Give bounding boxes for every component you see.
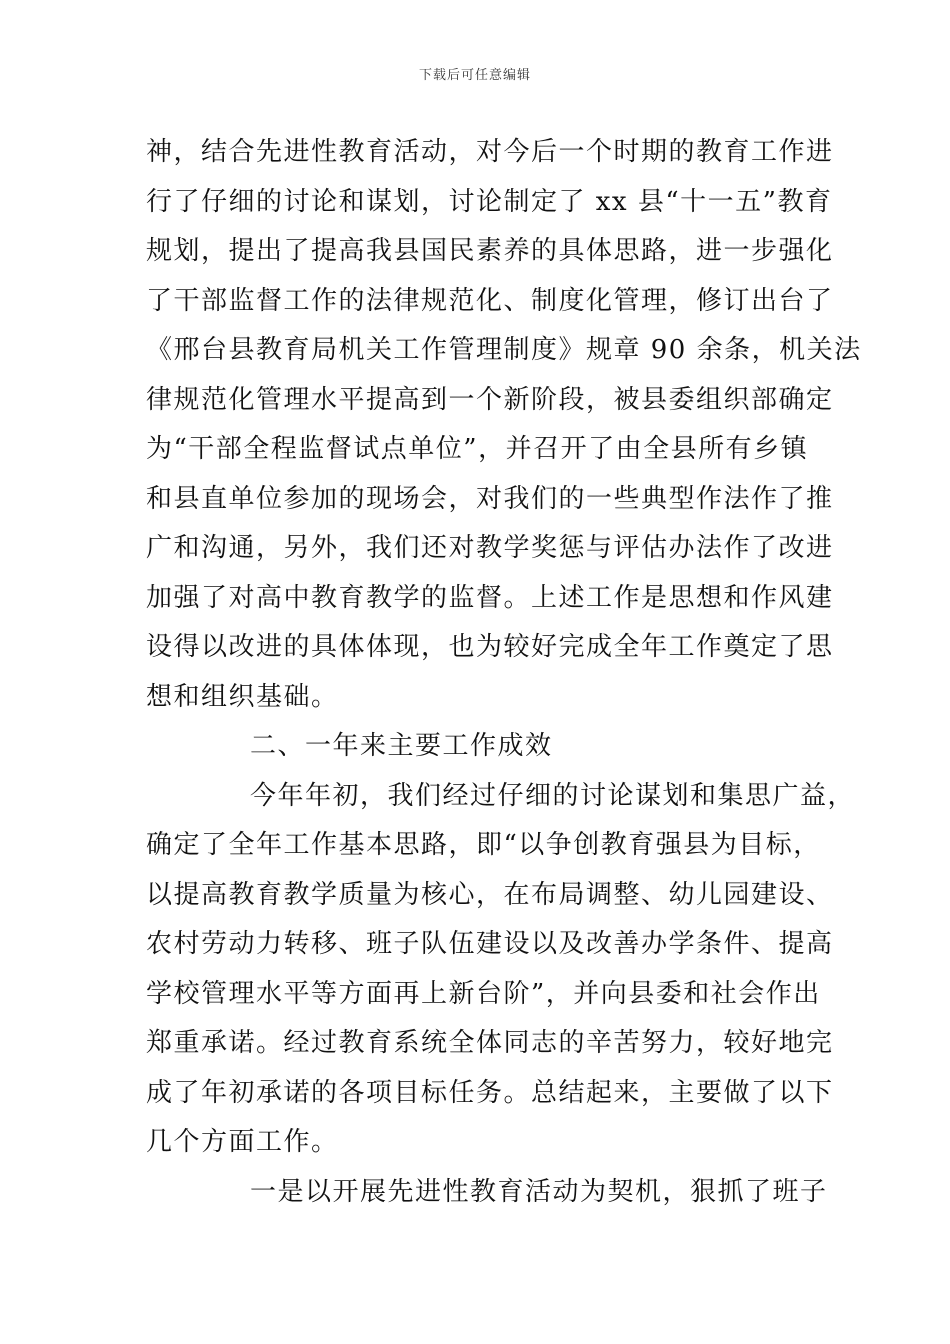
text-line: 想和组织基础。 xyxy=(146,681,339,712)
paragraph-first-line: 今年年初，我们经过仔细的讨论谋划和集思广益， xyxy=(250,780,856,811)
section-heading: 二、一年来主要工作成效 xyxy=(250,731,553,761)
text-line: 神，结合先进性教育活动，对今后一个时期的教育工作进 xyxy=(146,137,834,167)
text-line: 律规范化管理水平提高到一个新阶段，被县委组织部确定 xyxy=(146,384,834,415)
text-line: 几个方面工作。 xyxy=(146,1127,339,1157)
text-line: 确定了全年工作基本思路，即“以争创教育强县为目标， xyxy=(146,830,821,860)
text-line: 设得以改进的具体体现，也为较好完成全年工作奠定了思 xyxy=(146,632,834,662)
text-line: 行了仔细的讨论和谋划，讨论制定了 xx 县“十一五”教育 xyxy=(146,186,833,217)
text-line: 加强了对高中教育教学的监督。上述工作是思想和作风建 xyxy=(146,582,834,613)
text-line: 《邢台县教育局机关工作管理制度》规章 90 余条，机关法 xyxy=(146,335,862,365)
text-line: 和县直单位参加的现场会，对我们的一些典型作法作了推 xyxy=(146,483,834,514)
text-line: 成了年初承诺的各项目标任务。总结起来，主要做了以下 xyxy=(146,1077,834,1108)
text-line: 了干部监督工作的法律规范化、制度化管理，修订出台了 xyxy=(146,285,834,316)
paragraph-first-line: 一是以开展先进性教育活动为契机，狠抓了班子 xyxy=(250,1176,828,1207)
document-body xyxy=(146,128,862,1217)
text-line: 为“干部全程监督试点单位”，并召开了由全县所有乡镇 xyxy=(146,434,809,464)
text-line: 农村劳动力转移、班子队伍建设以及改善办学条件、提高 xyxy=(146,929,834,959)
page-header: 下载后可任意编辑 xyxy=(418,68,531,83)
text-line: 广和沟通，另外，我们还对教学奖惩与评估办法作了改进 xyxy=(146,533,834,563)
text-line: 规划，提出了提高我县国民素养的具体思路，进一步强化 xyxy=(146,236,834,266)
text-line: 以提高教育教学质量为核心，在布局调整、幼儿园建设、 xyxy=(146,879,834,910)
text-line: 学校管理水平等方面再上新台阶”，并向县委和社会作出 xyxy=(146,978,821,1009)
text-line: 郑重承诺。经过教育系统全体同志的辛苦努力，较好地完 xyxy=(146,1028,834,1058)
